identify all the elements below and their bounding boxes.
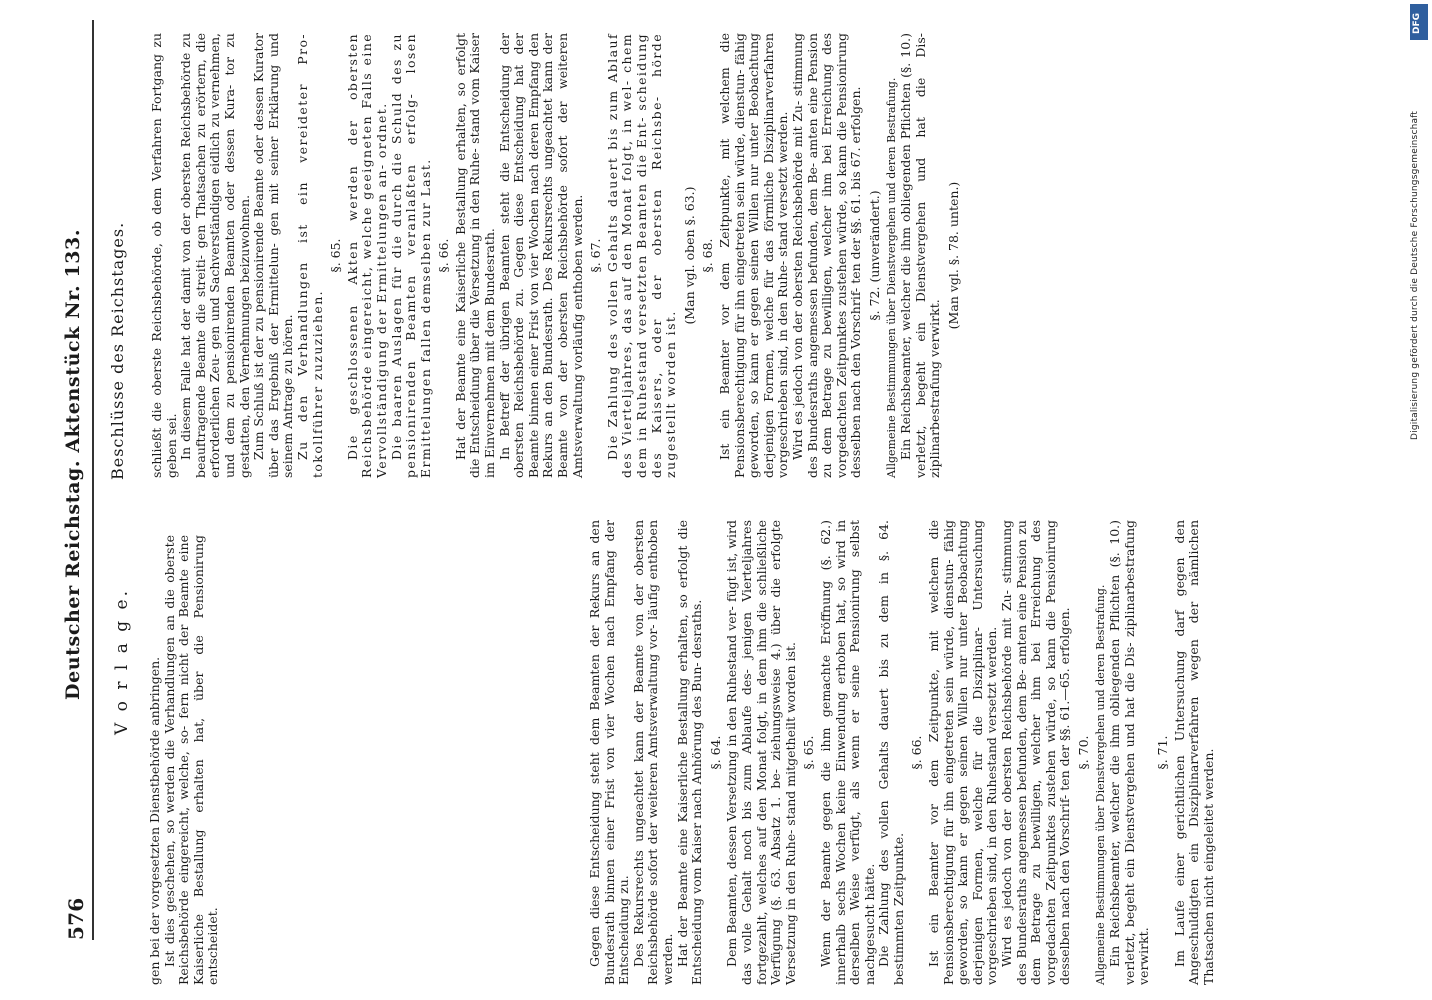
left-column-1 [148,535,228,985]
section-65: §. 65. [801,735,817,770]
section-64: §. 64. [707,735,723,770]
section-66-right: §. 66. [436,238,452,273]
section-68-right: §. 68. [700,238,716,273]
header-rule [92,20,94,940]
right-ref-63: (Man vgl. oben §. 63.) [681,186,697,325]
section-70: §. 70. [1076,735,1091,770]
right-ref-78: (Man vgl. §. 78. unten.) [945,181,961,330]
right-half-title: Beschlüsse des Reichstages. [108,221,127,480]
left-col2-para-1: Gegen diese Entscheidung steht dem Beamten der Rekurs an den Bundesrath binnen einer Frist von vier Wochen nach Empfang der Entscheidung zu. [587,520,632,985]
right-para-3: Zum Schluß ist der zu pensionirende Beamte oder dessen Kurator über das Ergebniß der Ermittelun- gen mit seiner Erklärung und seinem Antrage zu hören. [251,33,296,478]
left-col2-para-5: Wenn der Beamte gegen die ihm gemachte Eröffnung (§. 62.) innerhalb sechs Wochen keine Einwendung erhoben hat, so wird in derselben Weise verfügt, als wenn er seine Pensionirung selbst nachgesucht hätte. [817,520,877,985]
right-para-9: Die Zahlung des vollen Gehalts dauert bis zum Ablauf des Vierteljahres, das auf den Monat folgt, in wel- chem dem in Ruhestand versetzten Beamten die Ent- scheidung des Kaisers, oder der obersten Reichsbe- hörde zugestellt worden ist. [604,33,679,478]
left-col2-para-7: Ist ein Beamter vor dem Zeitpunkte, mit welchem die Pensionsberechtigung für ihn eingetreten sein würde, dienstun- fähig geworden, so kann er gegen seinen Willen nur unter Beobachtung derjenigen Formen, welche für die Disziplinar- Untersuchung vorgeschrieben sind, in den Ruhestand versetzt werden. [926,520,1000,985]
right-para-10: Ist ein Beamter vor dem Zeitpunkte, mit welchem die Pensionsberechtigung für ihn eingetreten sein würde, dienstun- fähig geworden, so kann er gegen seinen Willen nur unter Beobachtung derjenigen Formen, welche für das förmliche Disziplinarverfahren vorgeschrieben sind, in den Ruhe- stand versetzt werden. [716,33,791,478]
right-subhead: Allgemeine Bestimmungen über Dienstvergehen und deren Bestrafung. [884,77,898,478]
left-column-2 [588,520,1318,985]
left-col2-para-4: Dem Beamten, dessen Versetzung in den Ruhestand ver- fügt ist, wird das volle Gehalt noch bis zum Ablaufe des- jenigen Vierteljahres fortgezahlt, welches auf den Monat folgt, in dem ihm die schließliche Verfügung (§. 63. Absatz 1. be- ziehungsweise 4.) über die erfolgte Versetzung in den Ruhe- stand mitgetheilt worden ist. [724,520,798,985]
section-66: §. 66. [909,735,925,770]
right-para-4: Zu den Verhandlungen ist ein vereideter Pro- tokollführer zuzuziehen. [294,33,325,478]
right-para-8: In Betreff der übrigen Beamten steht die Entscheidung der obersten Reichsbehörde zu. Gegen diese Entscheidung hat der Beamte binnen einer Frist von vier Wochen nach deren Empfang den Rekurs an den Bundesrath. Des Rekursrechts ungeachtet kann der Beamte von der obersten Reichsbehörde sofort der weiteren Amtsverwaltung vorläufig enthoben werden. [496,33,585,478]
dfg-logo [1410,4,1428,40]
section-67-right: §. 67. [588,238,604,273]
left-col2-para-6: Die Zahlung des vollen Gehalts dauert bis zu dem in §. 64. bestimmten Zeitpunkte. [876,520,906,985]
right-para-11: Wird es jedoch von der obersten Reichsbehörde mit Zu- stimmung des Bundesraths angemessen befunden, dem Be- amten eine Pension zu dem Betrage zu bewilligen, welcher ihm bei Erreichung des vorgedachten Zeitpunktes zustehen würde, so kann die Pensionirung desselben nach den Vorschrif- ten der §§. 61. bis 67. erfolgen. [789,33,864,478]
left-col2-para-9: Ein Reichsbeamter, welcher die ihm obliegenden Pflichten (§. 10.) verletzt, begeht ein Dienstvergehen und hat die Dis- ziplinarbestrafung verwirkt. [1107,520,1152,985]
right-para-12: Ein Reichsbeamter, welcher die ihm obliegenden Pflichten (§. 10.) verletzt, begeht ein Dienstvergehen und hat die Dis- ziplinarbestrafung verwirkt. [898,33,943,478]
dfg-logo-text: DFG [1412,12,1422,34]
section-72-right: §. 72. (unverändert.) [866,190,882,321]
right-para-7: Hat der Beamte eine Kaiserliche Bestallung erhalten, so erfolgt die Entscheidung über die Versetzung in den Ruhe- stand vom Kaiser im Einvernehmen mit dem Bundesrath. [452,33,498,478]
left-col2-para-8: Wird es jedoch von der obersten Reichsbehörde mit Zu- stimmung des Bundesraths angemessen befunden, dem Be- amten eine Pension zu dem Betrage zu bewilligen, welcher ihm bei Erreichung des vorgedachten Zeitpunktes zustehen würde, so kann die Pensionirung desselben nach den Vorschrif- ten der §§. 61.—65. erfolgen. [999,520,1073,985]
right-para-5: Die geschlossenen Akten werden der obersten Reichsbehörde eingereicht, welche geeigneten Falls eine Vervollständigung der Ermittelungen an- ordnet. [344,33,389,478]
dfg-credit-strip [1406,0,1432,1000]
left-col2-para-2: Des Rekursrechts ungeachtet kann der Beamte von der obersten Reichsbehörde sofort der weiteren Amtsverwaltung vor- läufig enthoben werden. [630,520,675,985]
page-number: 576 [64,897,88,940]
dfg-credit-text: Digitalisierung gefördert durch die Deutsche Forschungsgemeinschaft [1410,110,1420,440]
left-col1-para-2: Ist dies geschehen, so werden die Verhandlungen an die oberste Reichsbehörde eingereicht, welche, so- fern nicht der Beamte eine Kaiserliche Bestallung erhalten hat, über die Pensionirung entscheidet. [161,535,221,985]
left-col2-para-10: Im Laufe einer gerichtlichen Untersuchung darf gegen den Angeschuldigten ein Disziplinarverfahren wegen der nämlichen Thatsachen nicht eingeleitet werden. [1171,520,1216,985]
section-65-right: §. 65. [328,238,344,273]
right-para-2: In diesem Falle hat der damit von der obersten Reichsbehörde zu beauftragende Beamte die streiti- gen Thatsachen zu erörtern, die erforderlichen Zeu- gen und Sachverständigen eidlich zu vernehmen, und dem zu pensionirenden Beamten oder dessen Kura- tor zu gestatten, den Vernehmungen beizuwohnen. [178,33,252,478]
left-col2-para-3: Hat der Beamte eine Kaiserliche Bestallung erhalten, so erfolgt die Entscheidung vom Kaiser nach Anhörung des Bun- desraths. [674,520,705,985]
section-71: §. 71. [1154,735,1170,770]
left-col1-para-1: gen bei der vorgesetzten Dienstbehörde anbringen. [147,656,162,985]
right-column [150,33,1270,478]
right-para-6: Die baaren Auslagen für die durch die Schuld des zu pensionirenden Beamten veranlaßten erfolg- losen Ermittelungen fallen demselben zur Last. [388,33,433,478]
left-col2-subhead: Allgemeine Bestimmungen über Dienstvergehen und deren Bestrafung. [1093,584,1107,985]
left-half-title: V o r l a g e. [112,588,132,735]
right-para-1: schließt die oberste Reichsbehörde, ob dem Verfahren Fortgang zu geben sei. [149,33,179,478]
journal-title: Deutscher Reichstag. Aktenstück Nr. 133. [62,228,84,700]
